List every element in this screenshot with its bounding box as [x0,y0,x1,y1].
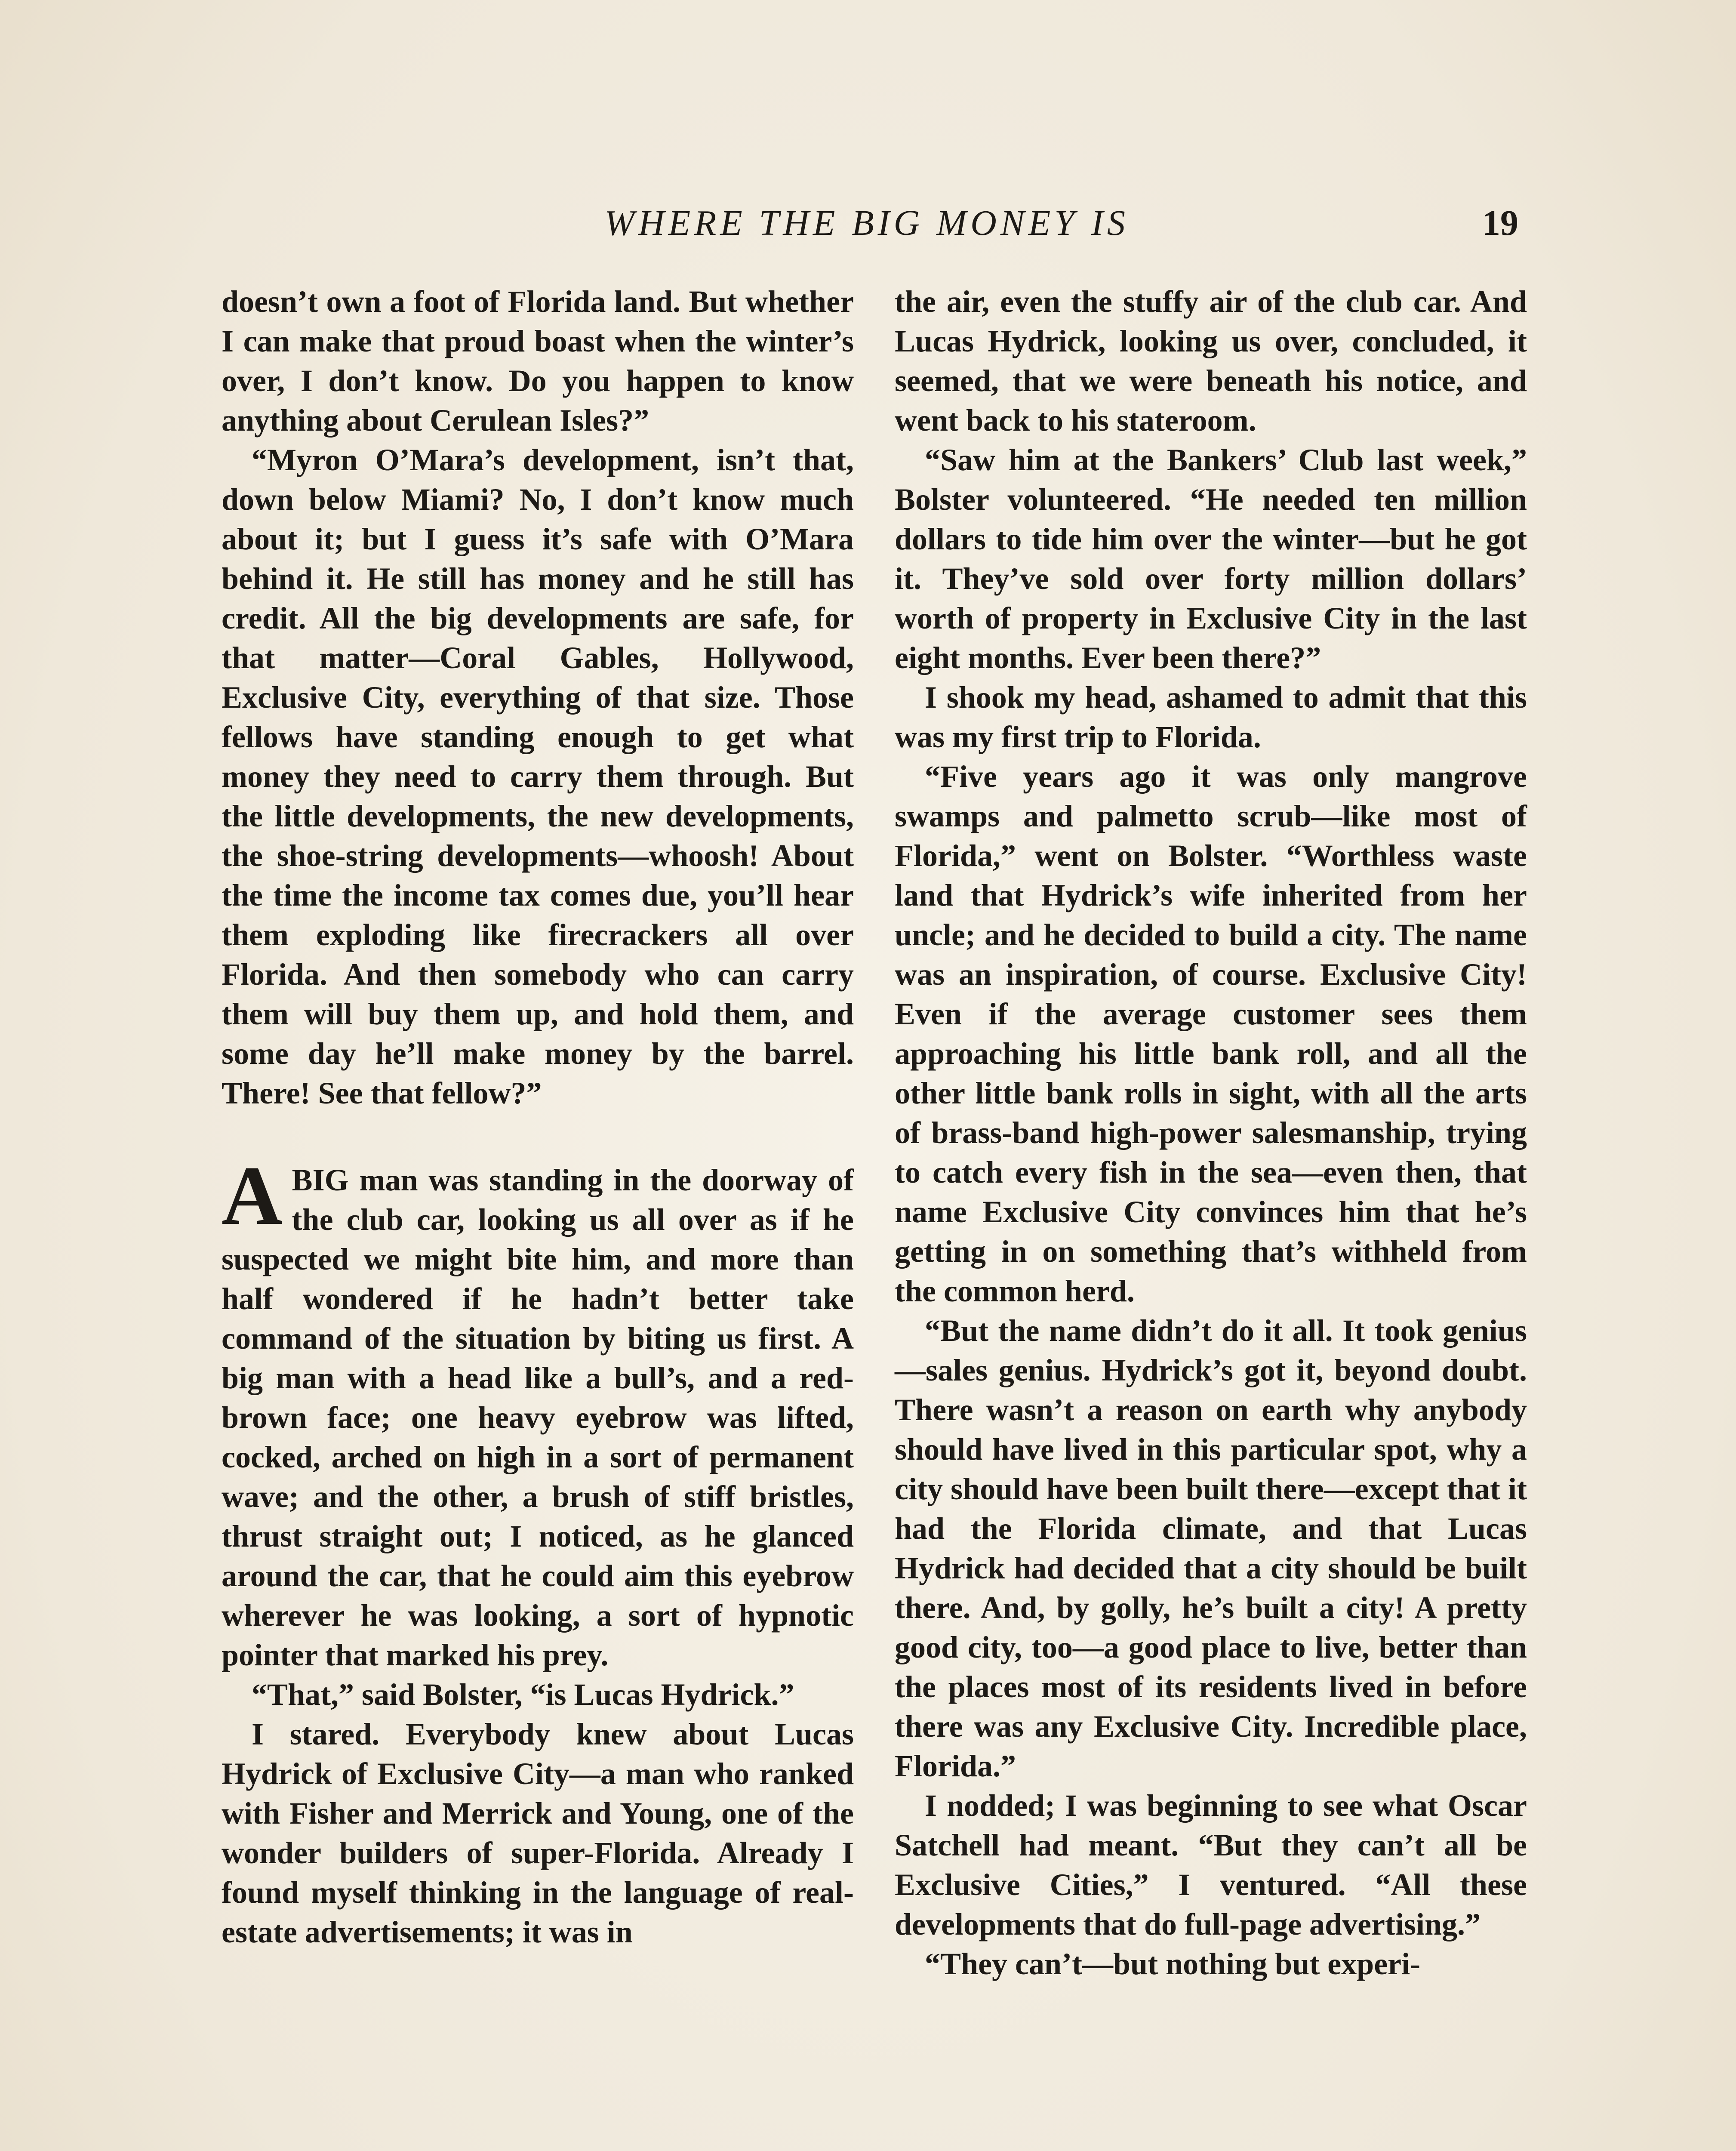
paragraph: doesn’t own a foot of Florida land. But whether I can make that proud boast when the winter’s over, I don’t know. Do you happen to know anything about Cerulean Isles?” [222,284,854,438]
paragraph: I shook my head, ashamed to admit that this was my first trip to Florida. [895,680,1527,754]
paragraph: “Five years ago it was only mangrove swamps and palmetto scrub—like most of Florida,” went on Bolster. “Worthless waste land that Hydrick’s wife inherited from her uncle; and he decided to build a city. The name was an inspiration, of course. Exclusive City! Even if the average customer sees them approaching his little bank roll, and all the other little bank rolls in sight, with all the arts of brass-band high-power salesmanship, trying to catch every fish in the sea—even then, that name Exclusive City convinces him that he’s getting in on something that’s withheld from the common herd. [895,759,1527,1308]
paragraph: “That,” said Bolster, “is Lucas Hydrick.” [252,1677,794,1712]
paragraph: “Saw him at the Bankers’ Club last week,” Bolster volunteered. “He needed ten million dollars to tide him over the winter—but he got it. They’ve sold over forty million dollars’ worth of property in Exclusive City in the last eight months. Ever been there?” [895,443,1527,675]
paragraph: “They can’t—but nothing but experi- [925,1947,1421,1981]
section-opening-paragraph [222,1149,854,1675]
left-column [222,282,854,1952]
section-opening-text: BIG man was standing in the doorway of the club car, looking us all over as if he suspected we might bite him, and more than half wondered if he hadn’t better take command of the situation by biting us first. A big man with a head like a bull’s, and a red-brown face; one heavy eyebrow was lifted, cocked, arched on high in a sort of permanent wave; and the other, a brush of stiff bristles, thrust straight out; I noticed, as he glanced around the car, that he could aim this eyebrow wherever he was looking, a sort of hypnotic pointer that marked his prey. [222,1163,854,1672]
paragraph: I stared. Everybody knew about Lucas Hydrick of Exclusive City—a man who ranked with Fisher and Merrick and Young, one of the wonder builders of super-Florida. Already I found myself thinking in the language of real-estate advertisements; it was in [222,1717,854,1949]
paragraph: “Myron O’Mara’s development, isn’t that, down below Miami? No, I don’t know much about it; but I guess it’s safe with O’Mara behind it. He still has money and he still has credit. All the big developments are safe, for that matter—Coral Gables, Hollywood, Exclusive City, everything of that size. Those fellows have standing enough to get what money they need to carry them through. But the little developments, the new developments, the shoe-string developments—whoosh! About the time the income tax comes due, you’ll hear them exploding like firecrackers all over Florida. And then somebody who can carry them will buy them up, and hold them, and some day he’ll make money by the barrel. There! See that fellow?” [222,443,854,1110]
drop-cap: A [222,1149,283,1242]
running-title: WHERE THE BIG MONEY IS [604,203,1129,243]
page-number: 19 [1482,203,1518,243]
paragraph: the air, even the stuffy air of the club car. And Lucas Hydrick, looking us over, concluded, it seemed, that we were beneath his notice, and went back to his stateroom. [895,284,1527,438]
running-head [215,202,1518,254]
paragraph: “But the name didn’t do it all. It took genius—sales genius. Hydrick’s got it, beyond doubt. There wasn’t a reason on earth why anybody should have lived in this particular spot, why a city should have been built there—except that it had the Florida climate, and that Lucas Hydrick had decided that a city should be built there. And, by golly, he’s built a city! A pretty good city, too—a good place to live, better than the places most of its residents lived in before there was any Exclusive City. Incredible place, Florida.” [895,1313,1527,1783]
paragraph: I nodded; I was beginning to see what Oscar Satchell had meant. “But they can’t all be Exclusive Cities,” I ventured. “All these developments that do full-page advertising.” [895,1788,1527,1941]
right-column [895,282,1527,1984]
